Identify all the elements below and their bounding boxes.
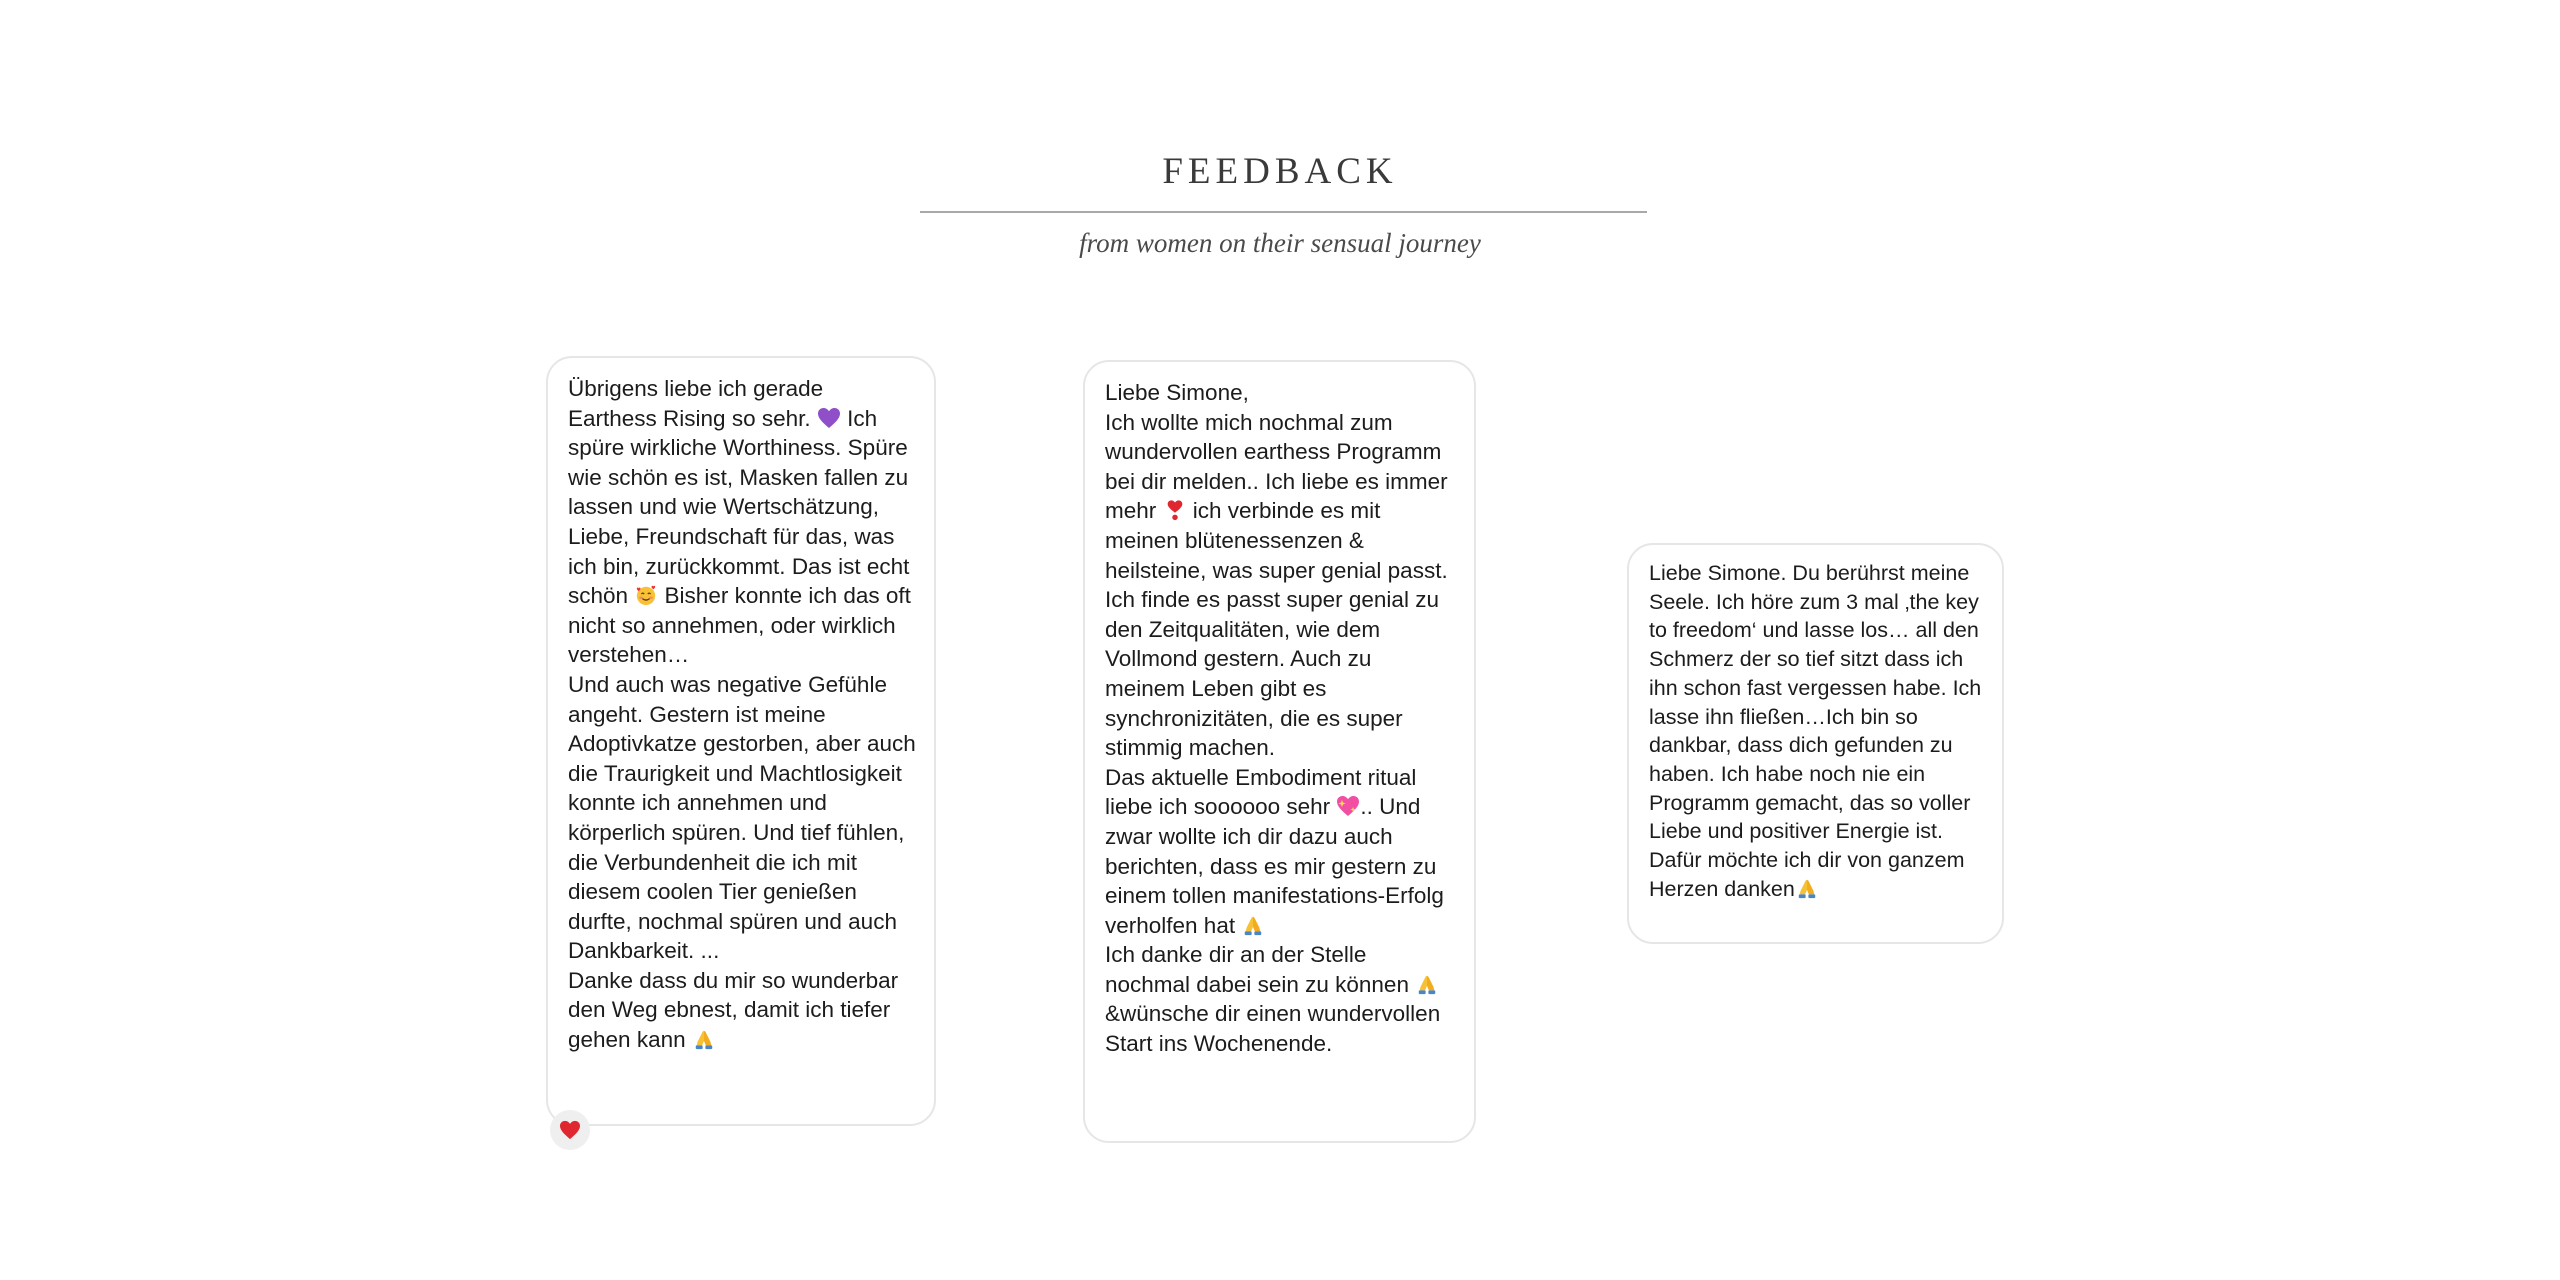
feedback-card-1 [546,356,936,1126]
folded-hands-icon [692,1028,716,1050]
folded-hands-icon [1795,877,1819,899]
message-text: Und auch was negative Gefühle angeht. Gestern ist meine Adoptivkatze gestorben, aber auch die Traurigkeit und Machtlosigkeit konnte ich annehmen und körperlich spüren. Und tief fühlen, die Verbundenheit die ich mit diesem coolen Tier genießen durfte, nochmal spüren und auch Dankbarkeit. ... [568,671,916,964]
message-text: Ich spüre wirkliche Worthiness. Spüre wie schön es ist, Masken fallen zu lassen und wie Wertschätzung, Liebe, Freundschaft für das, was ich bin, zurückkommt. Das ist echt schön [568,405,910,609]
message-text: ich verbinde es mit meinen blütenessenzen & heilsteine, was super genial passt. [1105,498,1448,583]
card-paragraph [1105,763,1456,941]
card-paragraph [568,966,916,1055]
page-title: FEEDBACK [1162,151,1398,192]
purple-heart-icon [817,407,841,429]
message-text: Liebe Simone. Du berührst meine Seele. Ich höre zum 3 mal ‚the key to freedom‘ und lasse los… all den Schmerz der so tief sitzt dass ich ihn schon fast vergessen habe. Ich lasse ihn fließen…Ich bin so dankbar, dass dich gefunden zu haben. Ich habe noch nie ein Programm gemacht, das so voller Liebe und positiver Energie ist. Dafür möchte ich dir von ganzem Herzen danken [1649,561,1982,901]
message-text: Das aktuelle Embodiment ritual liebe ich soooooo sehr [1105,764,1417,820]
sparkling-heart-icon [1336,795,1360,817]
card-paragraph [1649,559,1984,903]
message-text: Danke dass du mir so wunderbar den Weg ebnest, damit ich tiefer gehen kann [568,967,899,1053]
red-heart-icon [559,1120,581,1140]
card-paragraph [568,670,916,966]
message-text: Übrigens liebe ich gerade Earthess Rising so sehr. [568,376,824,431]
card-paragraph [1105,585,1456,763]
message-text: Ich wollte mich nochmal zum wundervollen earthess Programm bei dir melden.. Ich liebe es immer mehr [1105,409,1448,524]
folded-hands-icon [1415,973,1439,995]
smiling-face-with-hearts-icon [634,584,658,606]
page-subtitle: from women on their sensual journey [1079,228,1481,258]
heart-exclamation-icon [1163,499,1187,521]
message-text: Bisher konnte ich das oft nicht so annehmen, oder wirklich verstehen… [568,583,911,668]
folded-hands-icon [1241,914,1265,936]
message-text: &wünsche dir einen wundervollen Start ins Wochenende. [1105,1001,1441,1057]
card-paragraph [1105,940,1456,1058]
message-text: Liebe Simone, [1105,380,1249,405]
feedback-card-2 [1083,360,1476,1143]
card-paragraph [1105,408,1456,586]
title-divider [920,211,1647,213]
feedback-card-3 [1627,543,2004,944]
card-paragraph [1105,378,1456,408]
message-text: .. Und zwar wollte ich dir dazu auch berichten, dass es mir gestern zu einem tollen manifestations-Erfolg verholfen hat [1105,794,1444,938]
reaction-badge[interactable] [550,1110,590,1150]
message-text: Ich finde es passt super genial zu den Zeitqualitäten, wie dem Vollmond gestern. Auch zu meinem Leben gibt es synchronizitäten, die es super stimmig machen. [1105,587,1439,761]
message-text: Ich danke dir an der Stelle nochmal dabei sein zu können [1105,942,1416,997]
card-paragraph [568,374,916,670]
